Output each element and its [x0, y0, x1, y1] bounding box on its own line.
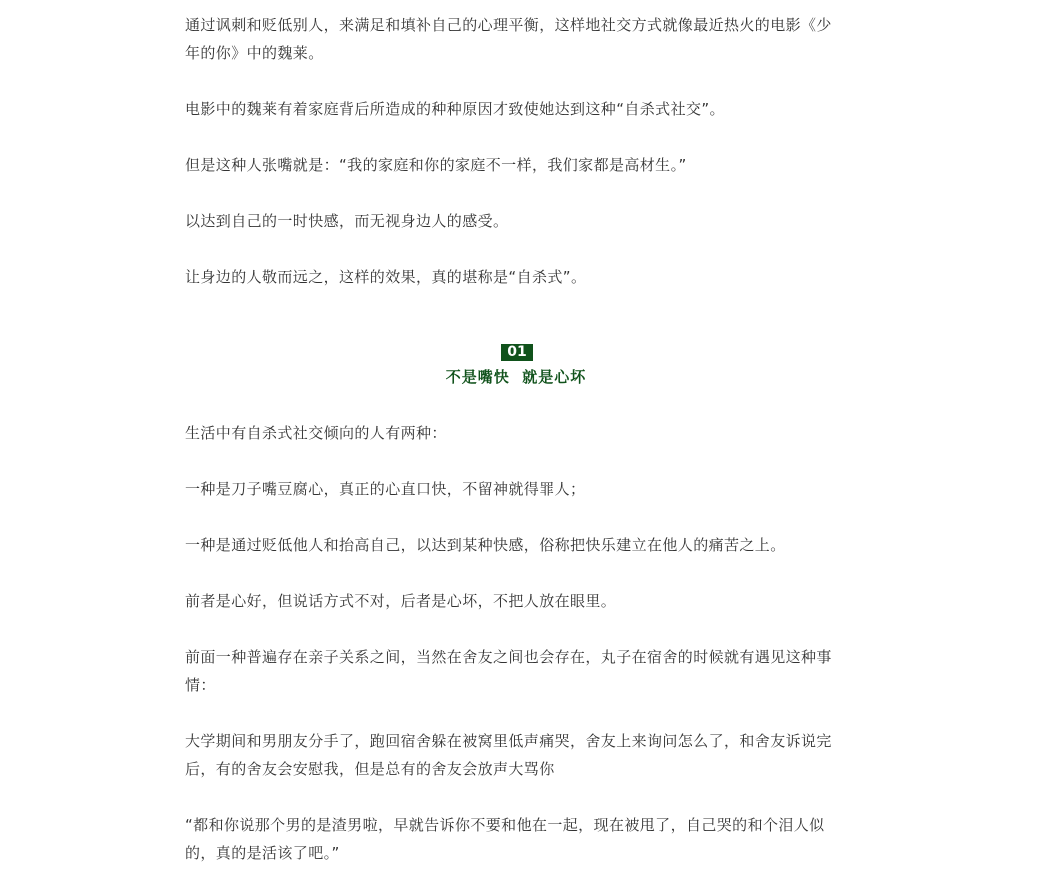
paragraph: 电影中的魏莱有着家庭背后所造成的种种原因才致使她达到这种“自杀式社交”。	[185, 100, 725, 118]
section-title: 不是嘴快 就是心坏	[445, 368, 587, 386]
paragraph: 生活中有自杀式社交倾向的人有两种：	[185, 424, 447, 442]
paragraph: 一种是刀子嘴豆腐心，真正的心直口快，不留神就得罪人；	[185, 480, 586, 498]
section-heading	[185, 341, 847, 387]
paragraph: 但是这种人张嘴就是：“我的家庭和你的家庭不一样，我们家都是高材生。”	[185, 156, 687, 174]
paragraph: 一种是通过贬低他人和抬高自己，以达到某种快感，俗称把快乐建立在他人的痛苦之上。	[185, 536, 786, 554]
paragraph: 以达到自己的一时快感，而无视身边人的感受。	[185, 212, 509, 230]
paragraph: 让身边的人敬而远之，这样的效果，真的堪称是“自杀式”。	[185, 268, 587, 286]
paragraph: 大学期间和男朋友分手了，跑回宿舍躲在被窝里低声痛哭，舍友上来询问怎么了，和舍友诉说完后，有的舍友会安慰我，但是总有的舍友会放声大骂你	[185, 732, 832, 778]
paragraph: “都和你说那个男的是渣男啦，早就告诉你不要和他在一起，现在被甩了，自己哭的和个泪人似的，真的是活该了吧。”	[185, 816, 825, 862]
article-body	[185, 11, 847, 895]
paragraph: 前者是心好，但说话方式不对，后者是心坏，不把人放在眼里。	[185, 592, 617, 610]
paragraph: 通过讽刺和贬低别人，来满足和填补自己的心理平衡，这样地社交方式就像最近热火的电影《少年的你》中的魏莱。	[185, 16, 832, 62]
section-number-badge: 01	[501, 344, 532, 361]
paragraph: 前面一种普遍存在亲子关系之间，当然在舍友之间也会存在，丸子在宿舍的时候就有遇见这种事情：	[185, 648, 832, 694]
